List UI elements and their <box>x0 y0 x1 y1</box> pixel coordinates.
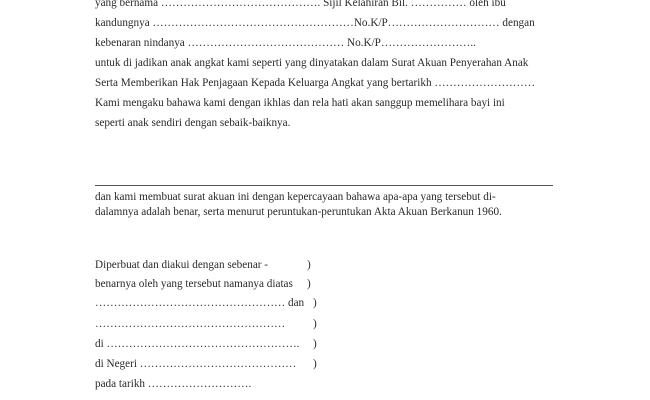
declaration-line-1: Diperbuat dan diakui dengan sebenar - <box>95 259 269 271</box>
text-line-statutory-act: dalamnya adalah benar, serta menurut peruntukan-peruntukan Akta Akuan Berkanun 1960. <box>95 206 502 218</box>
text-line-pledge: Kami mengaku bahawa kami dengan ikhlas dan rela hati akan sanggup memelihara bayi ini <box>95 97 505 109</box>
bracket-4: ) <box>313 318 317 330</box>
declaration-line-4: …………………………………………… <box>95 318 286 330</box>
declaration-line-5: di ……………………………………………. <box>95 338 300 350</box>
text-line-custody: Serta Memberikan Hak Penjagaan Kepada Keluarga Angkat yang bertarikh ……………………… <box>95 77 536 89</box>
bracket-5: ) <box>313 338 317 350</box>
text-line-name: yang bernama ……………………………………. Sijil Kelahiran Bil. …………… oleh ibu <box>95 0 506 9</box>
text-line-grandparent: kebenaran nindanya …………………………………… No.K/P…………………….. <box>95 37 476 49</box>
bracket-6: ) <box>313 358 317 370</box>
text-line-mother: kandungnya ………………………………………………No.K/P………………………… dengan <box>95 17 535 29</box>
text-line-adoption: untuk di jadikan anak angkat kami seperti yang dinyatakan dalam Surat Akuan Penyerahan Anak <box>95 57 529 69</box>
declaration-line-7: pada tarikh ………………………. <box>95 378 252 390</box>
declaration-line-6: di Negeri …………………………………… <box>95 358 297 370</box>
declaration-line-3: …………………………………………… dan <box>95 297 305 309</box>
text-line-belief: dan kami membuat surat akuan ini dengan kepercayaan bahawa apa-apa yang tersebut di- <box>95 191 496 203</box>
bracket-2: ) <box>307 278 311 290</box>
bracket-3: ) <box>313 297 317 309</box>
text-line-pledge-end: seperti anak sendiri dengan sebaik-baiknya. <box>95 117 291 129</box>
bracket-1: ) <box>307 259 311 271</box>
divider-line <box>95 185 553 186</box>
declaration-line-2: benarnya oleh yang tersebut namanya diatas <box>95 278 293 290</box>
